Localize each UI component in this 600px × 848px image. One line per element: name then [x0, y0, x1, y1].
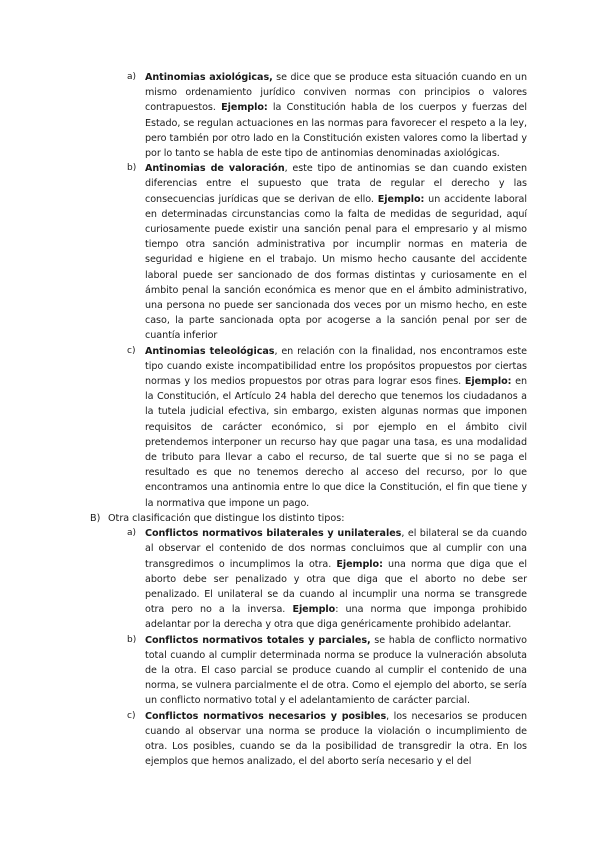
- term-heading: Conflictos normativos bilaterales y unilaterales: [145, 528, 402, 540]
- paragraph-text: , este tipo de antinomias se dan cuando existen diferencias entre el supuesto que trata de regular el derecho y las consecuencias jurídicas que se derivan de ello.: [145, 163, 527, 205]
- ejemplo-label: Ejemplo:: [221, 102, 268, 114]
- section-marker: B): [90, 512, 101, 524]
- term-heading: Conflictos normativos necesarios y posibles: [145, 710, 387, 722]
- section-text: Otra clasificación que distingue los distinto tipos:: [108, 512, 345, 524]
- paragraph: [145, 70, 527, 161]
- list-marker: c): [127, 345, 136, 356]
- ejemplo-label: Ejemplo: [292, 604, 336, 616]
- term-heading: Antinomias teleológicas: [145, 345, 275, 357]
- ejemplo-label: Ejemplo:: [464, 376, 512, 388]
- list-marker: b): [127, 634, 137, 645]
- paragraph-text: la Constitución habla de los cuerpos y fuerzas del Estado, se regulan actuaciones en las normas para favorecer el respeto a la ley, pero también por otro lado en la Constitución existen valores como la libertad y por lo tanto se habla de este tipo de antinomias denominadas axiológicas.: [145, 102, 527, 160]
- list-item-teleologicas: [127, 344, 527, 511]
- paragraph-text: en la Constitución, el Artículo 24 habla del derecho que tenemos los ciudadanos a la tutela judicial efectiva, sin embargo, existen algunas normas que imponen requisitos de carácter económico, si por ejemplo en el ámbito civil pretendemos interponer un recurso hay que pagar una tasa, es una modalidad de tributo para llevar a cabo el recurso, de tal suerte que si no se paga el resultado es que no tenemos derecho al acceso del recurso, por lo que encontramos una antinomia entre lo que dice la Constitución, el fin que tiene y la normativa que impone un pago.: [145, 376, 527, 509]
- paragraph-text: se habla de conflicto normativo total cuando al cumplir determinada norma se produce la vulneración absoluta de la otra. El caso parcial se produce cuando al cumplir el contenido de una norma, se vulnera parcialmente el de otra. Como el ejemplo del aborto, se sería un conflicto normativo total y el adelantamiento de carácter parcial.: [145, 634, 527, 707]
- term-heading: Antinomias de valoración: [145, 163, 285, 175]
- list-marker: b): [127, 163, 137, 174]
- ejemplo-label: Ejemplo:: [336, 558, 383, 570]
- section-b-heading: [90, 511, 528, 526]
- list-marker: c): [127, 710, 136, 721]
- paragraph-text: , en relación con la finalidad, nos encontramos este tipo cuando existe incompatibilidad entre los propósitos propuestos por ciertas normas y los medios propuestos por otras para lograr esos fines.: [145, 345, 527, 388]
- paragraph-text: se dice que se produce esta situación cuando en un mismo ordenamiento jurídico conviven normas con principios o valores contrapuestos.: [145, 72, 527, 114]
- paragraph: [145, 709, 527, 770]
- paragraph: [145, 526, 527, 632]
- paragraph: [145, 344, 527, 511]
- list-marker: a): [127, 72, 137, 82]
- list-item-valoracion: [127, 161, 527, 343]
- paragraph-text: , el bilateral se da cuando al observar el contenido de dos normas concluimos que al cumplir con una transgredimos o incumplimos la otra.: [145, 528, 527, 570]
- list-marker: a): [127, 528, 137, 539]
- term-heading: Conflictos normativos totales y parciales,: [145, 634, 371, 646]
- paragraph-text: : una norma que imponga prohibido adelantar por la derecha y otra que diga genéricamente prohibido adelantar.: [145, 604, 527, 631]
- paragraph-text: , los necesarios se producen cuando al observar una norma se produce la violación o incumplimiento de otra. Los posibles, cuando se da la posibilidad de transgredir la otra. En los ejemplos que hemos analizado, el del aborto sería necesario y el del: [145, 710, 527, 768]
- paragraph-text: una norma que diga que el aborto debe ser penalizado y otra que diga que el aborto no debe ser penalizado. El unilateral se da cuando al incumplir una norma se transgrede otra pero no a la inversa.: [145, 558, 527, 616]
- list-item-totales: [127, 633, 527, 709]
- list-item-axiologicas: [127, 70, 527, 161]
- list-item-bilaterales: [127, 526, 527, 632]
- paragraph: [145, 633, 527, 709]
- list-item-necesarios: [127, 709, 527, 770]
- term-heading: Antinomias axiológicas,: [145, 72, 273, 83]
- paragraph-text: un accidente laboral en determinadas circunstancias como la falta de medidas de seguridad, aquí curiosamente puede existir una sanción penal para el empresario y al mismo tiempo otra sanción administrativa por incumplir normas en materia de seguridad e higiene en el trabajo. Un mismo hecho causante del accidente laboral puede ser sancionado de dos formas distintas y curiosamente en el ámbito penal la sanción económica es menor que en el ámbito administrativo, una persona no puede ser sancionada dos veces por un mismo hecho, en este caso, la parte sancionada opta por acogerse a la sanción penal por ser de cuantía inferior: [145, 193, 527, 342]
- paragraph: [145, 161, 527, 343]
- ejemplo-label: Ejemplo:: [377, 193, 425, 205]
